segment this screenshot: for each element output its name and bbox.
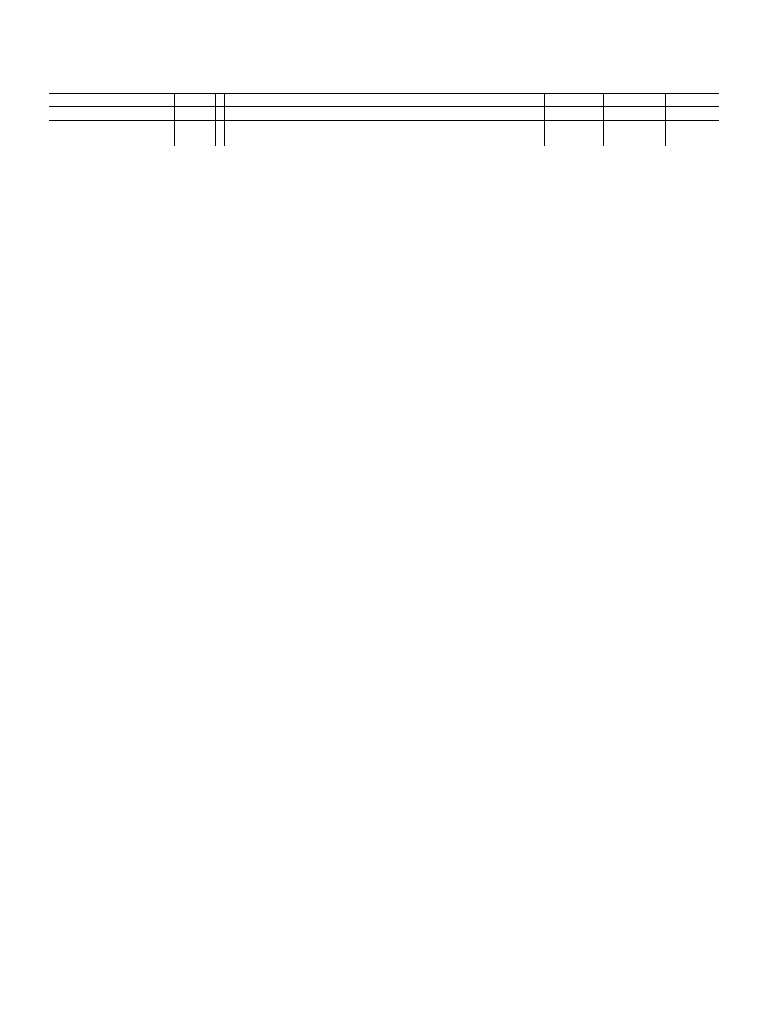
header-fy2023: [544, 94, 603, 107]
header-approved: [544, 107, 603, 120]
header-row-approved: [49, 107, 719, 120]
header-difference: [665, 94, 719, 107]
header-recommended: [603, 107, 665, 120]
budget-table-top: [49, 93, 719, 146]
header-fy2024: [603, 94, 665, 107]
header-row-fy: [49, 94, 719, 107]
header-account-description: [224, 120, 544, 133]
header-row-account: [49, 120, 719, 133]
header-row-revenue: [49, 133, 719, 145]
header-account-number: [49, 120, 174, 133]
header-fy24fy23: [665, 107, 719, 120]
